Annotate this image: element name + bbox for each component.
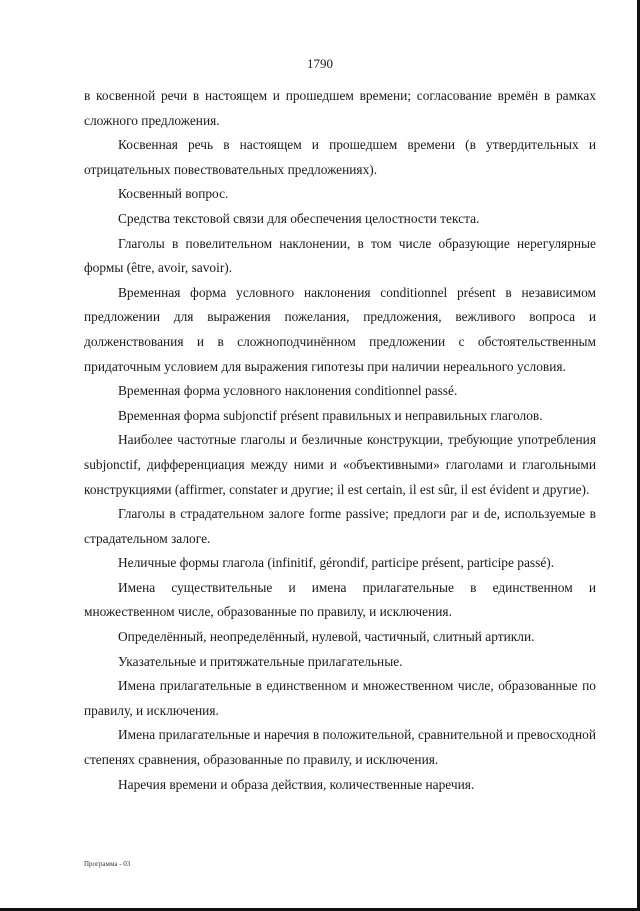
body-text <box>84 84 596 797</box>
paragraph: Глаголы в страдательном залоге forme passive; предлоги par и de, используемые в страдательном залоге. <box>84 506 596 546</box>
paragraph: Временная форма условного наклонения conditionnel présent в независимом предложении для выражения пожелания, предложения, вежливого вопроса и долженствования и в сложноподчинённом предложении с обстоятельственным придаточным условием для выражения гипотезы при наличии нереального условия. <box>84 284 596 374</box>
paragraph: Указательные и притяжательные прилагательные. <box>118 653 403 669</box>
paragraph: Косвенная речь в настоящем и прошедшем времени (в утвердительных и отрицательных повествовательных предложениях). <box>84 137 596 177</box>
paragraph: Наиболее частотные глаголы и безличные конструкции, требующие употребления subjonctif, дифференциация между ними и «объективными» глаголами и глагольными конструкциями (affirmer, constater и другие; il est certain, il est sûr, il est évident и другие). <box>84 432 596 497</box>
paragraph: Глаголы в повелительном наклонении, в том числе образующие нерегулярные формы (être, avoir, savoir). <box>84 235 596 276</box>
footer-label: Программа - 03 <box>84 860 131 868</box>
paragraph: Неличные формы глагола (infinitif, gérondif, participe présent, participe passé). <box>118 555 555 571</box>
paragraph: Временная форма условного наклонения conditionnel passé. <box>118 383 458 399</box>
paragraph: Имена прилагательные и наречия в положительной, сравнительной и превосходной степенях сравнения, образованные по правилу, и исключения. <box>84 727 596 768</box>
paragraph: в косвенной речи в настоящем и прошедшем времени; согласование времён в рамках сложного предложения. <box>84 88 596 128</box>
paragraph: Средства текстовой связи для обеспечения целостности текста. <box>118 210 480 226</box>
paragraph: Имена существительные и имена прилагательные в единственном и множественном числе, образованные по правилу, и исключения. <box>84 579 596 620</box>
paragraph: Косвенный вопрос. <box>118 186 229 202</box>
paragraph: Определённый, неопределённый, нулевой, частичный, слитный артикли. <box>118 629 535 645</box>
paragraph: Имена прилагательные в единственном и множественном числе, образованные по правилу, и исключения. <box>84 678 596 718</box>
page-number: 1790 <box>307 56 333 71</box>
paragraph: Наречия времени и образа действия, количественные наречия. <box>118 776 475 792</box>
paragraph: Временная форма subjonctif présent правильных и неправильных глаголов. <box>118 407 543 423</box>
